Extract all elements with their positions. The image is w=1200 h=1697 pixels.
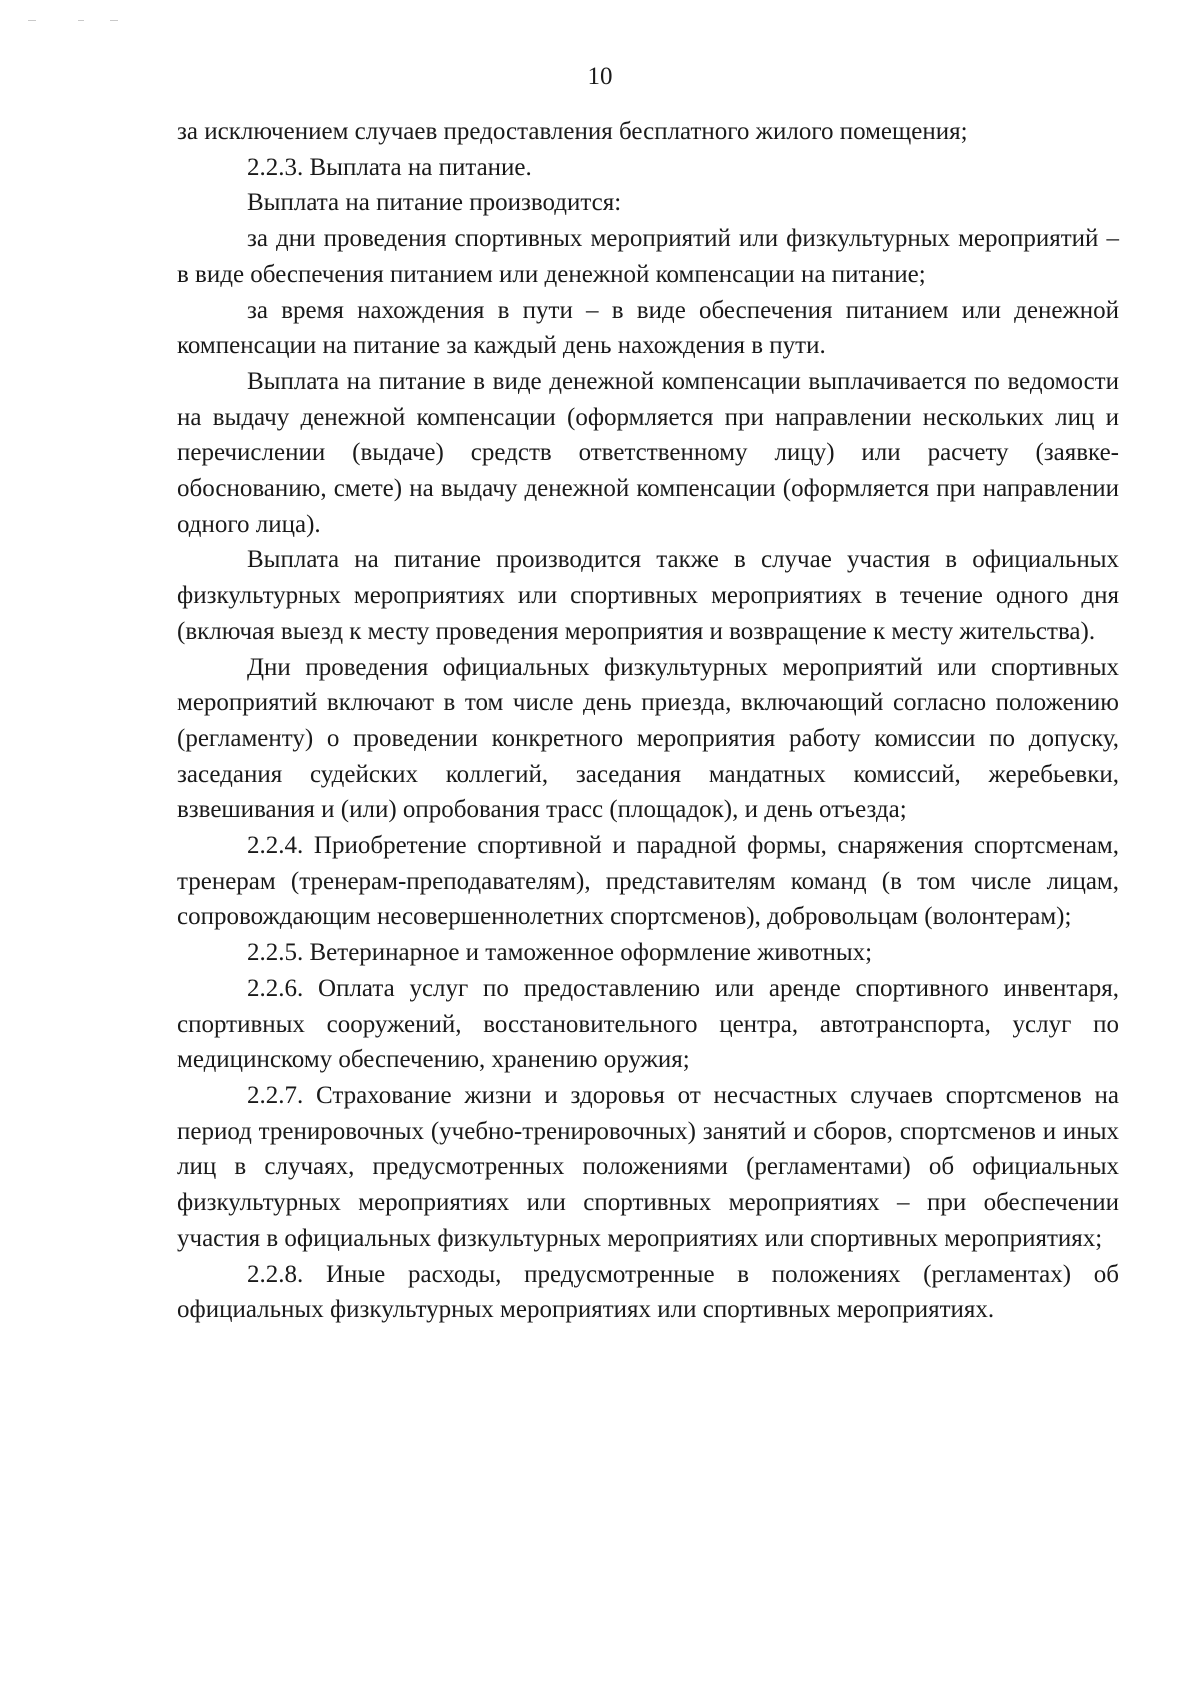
paragraph-section-2-2-8: 2.2.8. Иные расходы, предусмотренные в положениях (регламентах) об официальных физкультурных мероприятиях или спортивных мероприятиях. [177,1260,1119,1324]
paragraph-section-2-2-5: 2.2.5. Ветеринарное и таможенное оформление животных; [247,939,873,967]
scan-artifact [28,20,123,24]
paragraph: Дни проведения официальных физкультурных мероприятий или спортивных мероприятий включают в том числе день приезда, включающий согласно положению (регламенту) о проведении конкретного мероприятия работу комиссии по допуску, заседания судейских коллегий, заседания мандатных комиссий, жеребьевки, взвешивания и (или) опробования трасс (площадок), и день отъезда; [177,653,1119,824]
paragraph: Выплата на питание в виде денежной компенсации выплачивается по ведомости на выдачу денежной компенсации (оформляется при направлении нескольких лиц и перечислении (выдаче) средств ответственному лицу) или расчету (заявке-обоснованию, смете) на выдачу денежной компенсации (оформляется при направлении одного лица). [177,367,1119,538]
paragraph-continuation: за исключением случаев предоставления бесплатного жилого помещения; [177,118,968,145]
paragraph: Выплата на питание производится: [247,189,622,217]
page-number: 10 [587,63,613,90]
paragraph-section-2-2-3-heading: 2.2.3. Выплата на питание. [247,153,532,181]
paragraph-section-2-2-7: 2.2.7. Страхование жизни и здоровья от несчастных случаев спортсменов на период тренировочных (учебно-тренировочных) занятий и сборов, спортсменов и иных лиц в случаях, предусмотренных положениями (регламентами) об официальных физкультурных мероприятиях или спортивных мероприятиях – при обеспечении участия в официальных физкультурных мероприятиях или спортивных мероприятиях; [177,1081,1119,1252]
paragraph: за время нахождения в пути – в виде обеспечения питанием или денежной компенсации на питание за каждый день нахождения в пути. [177,296,1119,360]
paragraph-section-2-2-4: 2.2.4. Приобретение спортивной и парадной формы, снаряжения спортсменам, тренерам (тренерам-преподавателям), представителям команд (в том числе лицам, сопровождающим несовершеннолетних спортсменов), добровольцам (волонтерам); [177,832,1119,931]
paragraph-section-2-2-6: 2.2.6. Оплата услуг по предоставлению или аренде спортивного инвентаря, спортивных сооружений, восстановительного центра, автотранспорта, услуг по медицинскому обеспечению, хранению оружия; [177,974,1119,1074]
paragraph: Выплата на питание производится также в случае участия в официальных физкультурных мероприятиях или спортивных мероприятиях в течение одного дня (включая выезд к месту проведения мероприятия и возвращение к месту жительства). [177,546,1119,645]
paragraph: за дни проведения спортивных мероприятий или физкультурных мероприятий – в виде обеспечения питанием или денежной компенсации на питание; [177,225,1119,288]
document-body [177,114,1119,1328]
